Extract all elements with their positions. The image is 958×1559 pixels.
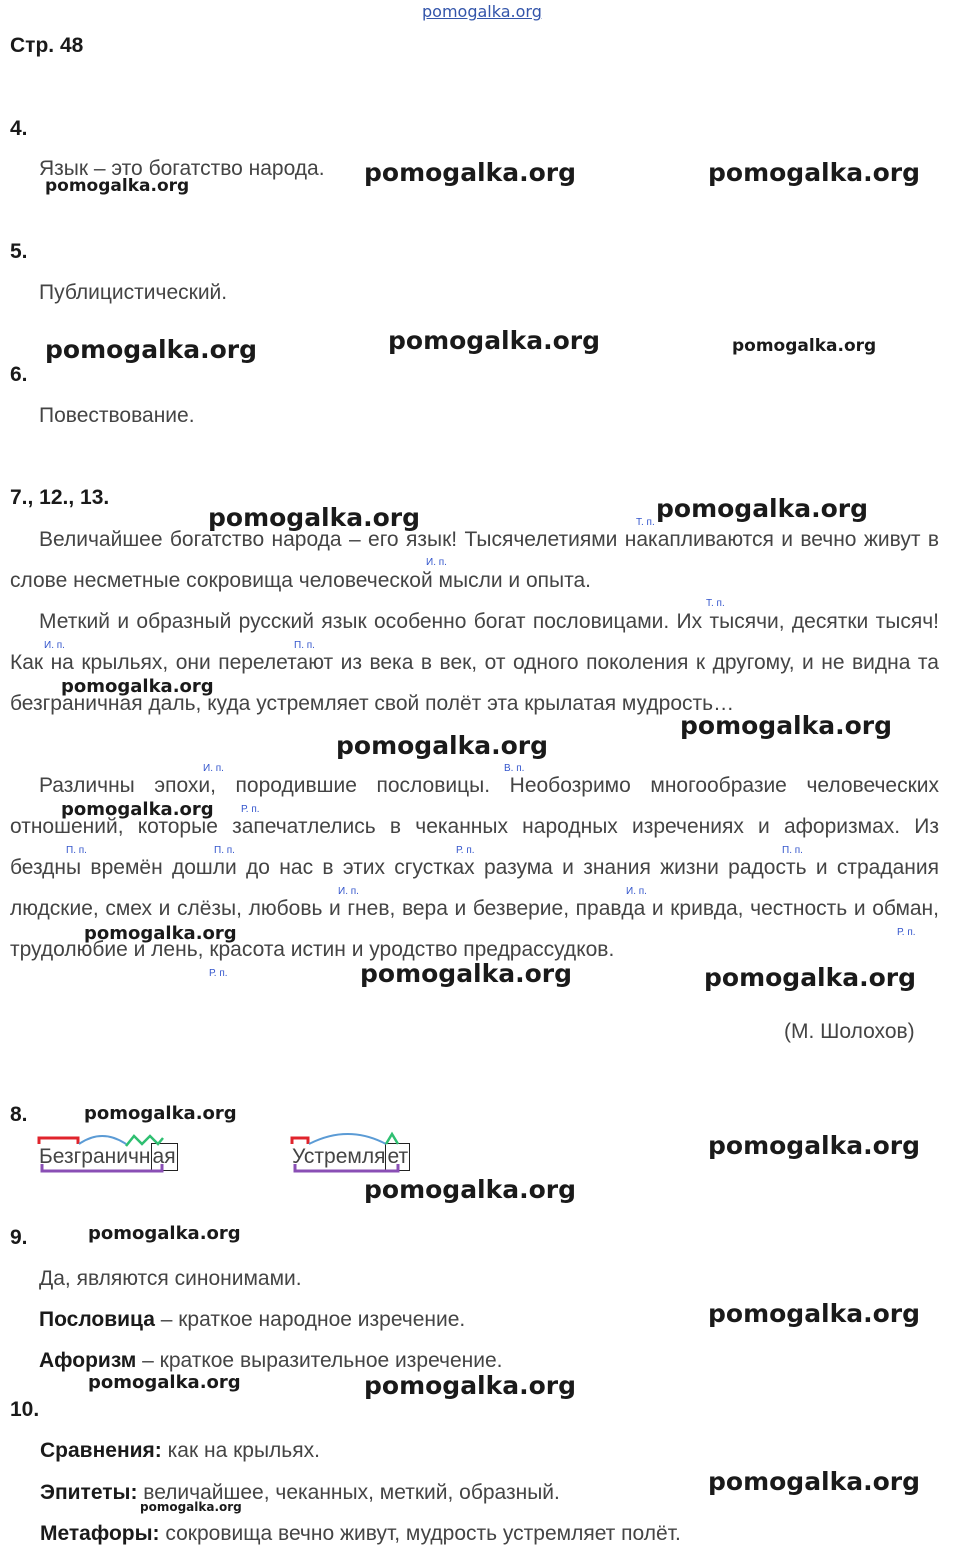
watermark: pomogalka.org xyxy=(708,158,921,187)
root-mark xyxy=(79,1136,126,1144)
task-7-paragraph-2: Меткий и образный русский язык особенно богат пословицами. Их тысячи, десятки тысяч! Как на крыльях, они перелетают из века в век, от одного поколения к другому, и не видна та безграничная даль, куда устремляет свой полёт эта крылатая мудрость… xyxy=(10,610,939,715)
task-7-paragraph-3: Различны эпохи, породившие пословицы. Необозримо многообразие человеческих отношений, которые запечатлелись в чеканных народных изречениях и афоризмах. Из бездны времён дошли до нас в этих сгустках разума и знания жизни радость и страдания людские, смех и слёзы, любовь и гнев, вера и безверие, правда и кривда, честность и обман, трудолюбие и лень, красота истин и уродство предрассудков. xyxy=(10,774,939,961)
definition: – краткое народное изречение. xyxy=(154,1308,466,1331)
term: Сравнения: xyxy=(40,1439,162,1462)
word-stem: Устремля xyxy=(292,1145,386,1168)
prefix-mark xyxy=(39,1138,78,1144)
task-10-number: 10. xyxy=(10,1398,40,1421)
watermark: pomogalka.org xyxy=(364,158,577,187)
task-10-line-1 xyxy=(40,1439,320,1463)
page-header: Стр. 48 xyxy=(10,34,84,57)
task-7-paragraph-1: Величайшее богатство народа – его язык! Тысячелетиями накапливаются и вечно живут в слове несметные сокровища человеческой мысли и опыта. xyxy=(10,528,939,592)
task-9-number: 9. xyxy=(10,1226,28,1249)
task-7-number: 7., 12., 13. xyxy=(10,486,110,509)
term: Пословица xyxy=(39,1308,155,1331)
case-mark: И. п. xyxy=(44,640,65,651)
watermark: pomogalka.org xyxy=(84,1103,237,1124)
watermark: pomogalka.org xyxy=(140,1500,242,1514)
watermark: pomogalka.org xyxy=(708,1467,921,1496)
case-mark: Р. п. xyxy=(456,845,475,856)
case-mark: П. п. xyxy=(214,845,235,856)
watermark: pomogalka.org xyxy=(364,1371,577,1400)
suffix-mark xyxy=(386,1134,398,1144)
watermark: pomogalka.org xyxy=(704,963,917,992)
task-9-definition-1 xyxy=(39,1308,465,1332)
case-mark: В. п. xyxy=(504,763,525,774)
watermark: pomogalka.org xyxy=(45,176,190,196)
task-6-answer: Повествование. xyxy=(39,404,195,427)
watermark: pomogalka.org xyxy=(84,923,237,944)
base-mark xyxy=(42,1164,162,1171)
watermark: pomogalka.org xyxy=(680,711,893,740)
morpheme-marks xyxy=(0,1128,450,1176)
task-4-answer: Язык – это богатство народа. xyxy=(39,157,325,180)
examples: сокровища вечно живут, мудрость устремляет полёт. xyxy=(159,1522,681,1545)
word-ending-box: ая xyxy=(151,1143,178,1171)
watermark: pomogalka.org xyxy=(88,1372,241,1393)
watermark: pomogalka.org xyxy=(45,335,258,364)
task-5-number: 5. xyxy=(10,240,28,263)
task-7-author: (М. Шолохов) xyxy=(784,1020,915,1043)
watermark: pomogalka.org xyxy=(708,1299,921,1328)
word-ending-box: ет xyxy=(385,1143,410,1171)
definition: – краткое выразительное изречение. xyxy=(136,1349,503,1372)
watermark: pomogalka.org xyxy=(732,336,877,356)
task-9-answer: Да, являются синонимами. xyxy=(39,1267,302,1290)
case-mark: Т. п. xyxy=(706,598,725,609)
case-mark: П. п. xyxy=(782,845,803,856)
case-mark: П. п. xyxy=(66,845,87,856)
prefix-mark xyxy=(292,1138,308,1144)
term: Афоризм xyxy=(39,1349,137,1372)
task-4-number: 4. xyxy=(10,117,28,140)
task-10-line-3 xyxy=(40,1522,681,1546)
watermark: pomogalka.org xyxy=(360,959,573,988)
case-mark: И. п. xyxy=(626,886,647,897)
case-mark: Т. п. xyxy=(636,517,655,528)
case-mark: Р. п. xyxy=(241,804,260,815)
case-mark: И. п. xyxy=(426,557,447,568)
term: Метафоры: xyxy=(40,1522,160,1545)
case-mark: Р. п. xyxy=(897,927,916,938)
base-mark xyxy=(295,1164,398,1171)
examples: как на крыльях. xyxy=(161,1439,320,1462)
case-mark: И. п. xyxy=(338,886,359,897)
watermark: pomogalka.org xyxy=(388,326,601,355)
term: Эпитеты: xyxy=(40,1481,138,1504)
examples: величайшее, чеканных, меткий, образный. xyxy=(137,1481,560,1504)
task-5-answer: Публицистический. xyxy=(39,281,228,304)
watermark: pomogalka.org xyxy=(336,731,549,760)
case-mark: Р. п. xyxy=(209,968,228,979)
task-8-number: 8. xyxy=(10,1103,28,1126)
watermark: pomogalka.org xyxy=(88,1223,241,1244)
watermark: pomogalka.org xyxy=(61,676,214,697)
watermark: pomogalka.org xyxy=(208,503,421,532)
suffix-mark xyxy=(126,1136,163,1146)
task-6-number: 6. xyxy=(10,363,28,386)
case-mark: П. п. xyxy=(294,640,315,651)
task-10-line-2 xyxy=(40,1481,560,1505)
watermark: pomogalka.org xyxy=(708,1131,921,1160)
watermark: pomogalka.org xyxy=(656,494,869,523)
root-mark xyxy=(309,1134,386,1144)
case-mark: И. п. xyxy=(203,763,224,774)
watermark-top: pomogalka.org xyxy=(422,2,542,21)
task-9-definition-2 xyxy=(39,1349,503,1373)
watermark: pomogalka.org xyxy=(364,1175,577,1204)
watermark: pomogalka.org xyxy=(61,799,214,820)
word-stem: Безграничн xyxy=(39,1145,151,1168)
